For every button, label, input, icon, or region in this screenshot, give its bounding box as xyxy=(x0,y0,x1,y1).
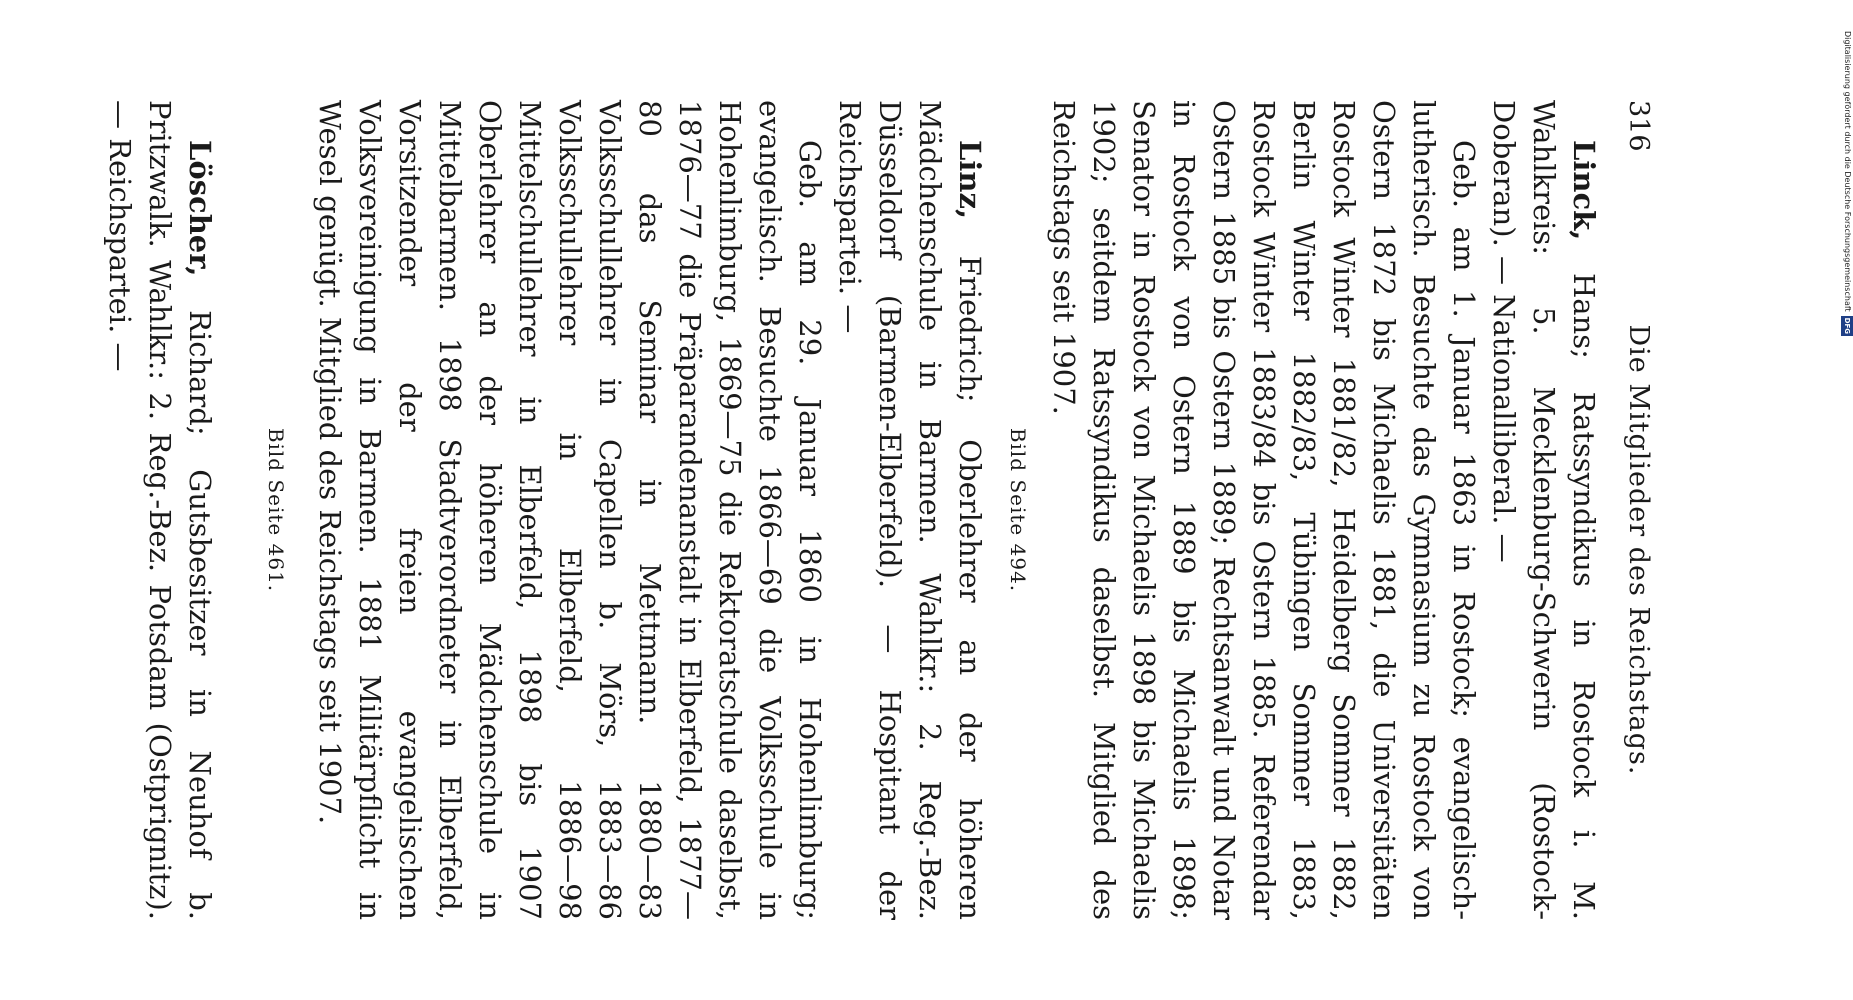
running-head xyxy=(1618,100,1658,920)
entry-linck xyxy=(1044,100,1604,920)
entry-header-text: Hans; Ratssyndikus in Rostock i. M. Wahlkreis: 5. Mecklenburg-Schwerin (Rostock-Doberan). — Nationalliberal. — xyxy=(1487,100,1601,920)
running-head-title: Die Mitglieder des Reichstags. xyxy=(1623,324,1654,776)
entry-name: Löscher, xyxy=(183,140,217,277)
entry-header xyxy=(830,100,990,920)
entry-header xyxy=(100,100,220,920)
entry-linz xyxy=(310,100,990,920)
entry-name: Linck, xyxy=(1567,140,1601,241)
digitization-credit xyxy=(1840,6,1853,336)
page-text-area xyxy=(86,100,1658,920)
entry-biography: Geb. am 29. Januar 1860 in Hohenlimburg; evangelisch. Besuchte 1866—69 die Volksschule in Hohenlimburg, 1869—75 die Rektoratschule daselbst, 1876—77 die Präparandenanstalt in Elberfeld, 1877—80 das Seminar in Mettmann. 1880—83 Volksschullehrer in Capellen b. Mörs, 1883—86 Volksschullehrer in Elberfeld, 1886—98 Mittelschullehrer in Elberfeld, 1898 bis 1907 Oberlehrer an der höheren Mädchenschule in Mittelbarmen. 1898 Stadtverordneter in Elberfeld, Vorsitzender der freien evangelischen Volksvereinigung in Barmen. 1881 Militärpflicht in Wesel genügt. Mitglied des Reichstags seit 1907. xyxy=(313,100,827,920)
digitization-credit-text: Digitalisierung gefördert durch die Deutsche Forschungsgemeinschaft xyxy=(1843,30,1852,312)
entry-loescher xyxy=(100,100,220,920)
entry-header-text: Friedrich; Oberlehrer an der höheren Mädchenschule in Barmen. Wahlkr.: 2. Reg.-Bez. Düsseldorf (Barmen-Elberfeld). — Hospitant der Reichspartei. — xyxy=(833,100,987,920)
entry-biography: Geb. am 1. Januar 1863 in Rostock; evangelisch-lutherisch. Besuchte das Gymnasium zu Rostock von Ostern 1872 bis Michaelis 1881, die Universitäten Rostock Winter 1881/82, Heidelberg Sommer 1882, Berlin Winter 1882/83, Tübingen Sommer 1883, Rostock Winter 1883/84 bis Ostern 1885. Referendar Ostern 1885 bis Ostern 1889; Rechtsanwalt und Notar in Rostock von Ostern 1889 bis Michaelis 1898; Senator in Rostock von Michaelis 1898 bis Michaelis 1902; seitdem Ratssyndikus daselbst. Mitglied des Reichstags seit 1907. xyxy=(1047,100,1481,920)
entry-header xyxy=(1484,100,1604,920)
dfg-logo: DFG xyxy=(1843,317,1851,334)
image-caption: Bild Seite 494. xyxy=(1006,427,1030,593)
page-number: 316 xyxy=(1623,100,1654,152)
image-caption: Bild Seite 461. xyxy=(264,427,288,593)
entry-name: Linz, xyxy=(953,140,987,220)
entry-header-text: Richard; Gutsbesitzer in Neuhof b. Pritzwalk. Wahlkr.: 2. Reg.-Bez. Potsdam (Ostprignitz). — Reichspartei. — xyxy=(103,100,217,920)
